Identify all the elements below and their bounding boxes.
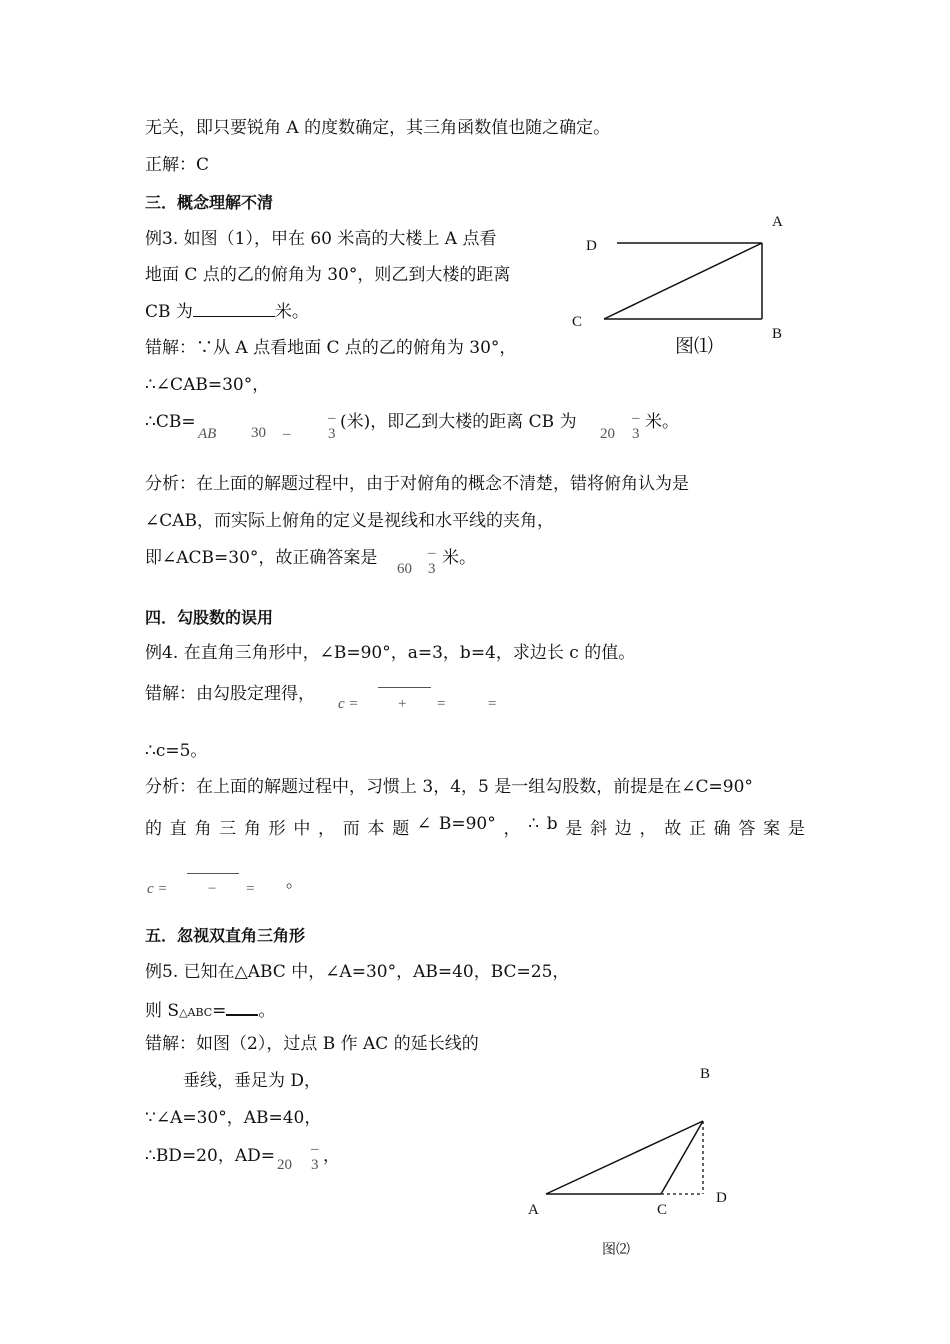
formula-bar: –: [632, 410, 640, 426]
text-span: CB 为: [145, 302, 193, 322]
formula-20: 20: [277, 1157, 292, 1173]
justified-token: 本: [367, 819, 385, 839]
point-label-a: A: [528, 1202, 539, 1218]
formula-eq: =: [246, 881, 255, 897]
section-heading: 五．忽视双直角三角形: [145, 926, 306, 945]
example-text: 例3. 如图（1），甲在 60 米高的大楼上 A 点看: [145, 229, 497, 249]
formula-c: c =: [338, 696, 359, 712]
formula-eq: =: [437, 696, 446, 712]
line-cb: [661, 1121, 703, 1194]
justified-token: 角: [243, 819, 261, 839]
point-label-c: C: [657, 1202, 668, 1218]
justified-token: b: [546, 814, 558, 834]
text-line: 无关，即只要锐角 A 的度数确定，其三角函数值也随之确定。: [145, 118, 611, 138]
wrong-solution-text: 垂线，垂足为 D，: [183, 1071, 322, 1091]
point-label-d: D: [716, 1190, 727, 1206]
wrong-solution-text: 错解：如图（2），过点 B 作 AC 的延长线的: [145, 1034, 479, 1054]
justified-token: ，: [503, 819, 521, 839]
section-heading: 三．概念理解不清: [145, 193, 274, 212]
formula-c: c =: [147, 881, 168, 897]
justified-token: 边: [614, 819, 632, 839]
formula-minus: −: [208, 881, 217, 897]
justified-token: 案: [763, 819, 781, 839]
wrong-solution-text: ∴∠CAB=30°，: [145, 375, 270, 395]
justified-token: ∴: [528, 814, 540, 834]
justified-token: ，: [318, 819, 336, 839]
justified-token: 题: [392, 819, 410, 839]
wrong-solution-text: 错解：由勾股定理得，: [145, 684, 315, 704]
text-span: 则 S: [145, 1001, 180, 1021]
analysis-text: 米。: [442, 548, 476, 568]
formula-bar: –: [311, 1141, 319, 1157]
formula-plus: +: [398, 696, 407, 712]
formula-3: 3: [632, 426, 640, 442]
justified-token: 中: [293, 819, 311, 839]
text-span: 。: [286, 872, 303, 892]
point-label-d: D: [586, 238, 597, 254]
example-text: 地面 C 点的乙的俯角为 30°，则乙到大楼的距离: [145, 265, 511, 285]
analysis-text: 即∠ACB=30°，故正确答案是: [145, 548, 378, 568]
justified-token: 是: [565, 819, 583, 839]
justified-token: 直: [169, 819, 187, 839]
point-label-b: B: [772, 326, 783, 342]
text-span: 。: [258, 1001, 276, 1021]
formula-eq: =: [488, 696, 497, 712]
justified-token: 三: [219, 819, 237, 839]
text-span: =: [212, 1001, 227, 1021]
formula-bar: –: [428, 545, 436, 561]
justified-token: 正: [688, 819, 706, 839]
justified-token: 而: [342, 819, 360, 839]
justified-token: 故: [664, 819, 682, 839]
justified-token: ∠: [416, 814, 432, 834]
text-span: ，: [323, 1146, 340, 1166]
wrong-solution-text: ∴CB=: [145, 412, 196, 432]
formula-ab: AB: [198, 426, 217, 442]
justified-token: 答: [738, 819, 756, 839]
point-label-b: B: [700, 1066, 711, 1082]
figure-caption: 图⑵: [602, 1243, 630, 1258]
text-span: 米。: [274, 302, 309, 322]
justified-token: B=90°: [438, 814, 496, 834]
point-label-a: A: [772, 214, 783, 230]
example-text: 例5. 已知在△ABC 中，∠A=30°，AB=40，BC=25，: [145, 962, 570, 982]
justified-token: 形: [268, 819, 286, 839]
wrong-solution-text: ∴c=5。: [145, 741, 208, 761]
analysis-text: ∠CAB，而实际上俯角的定义是视线和水平线的夹角，: [145, 511, 555, 531]
formula-60: 60: [397, 561, 412, 577]
figure-caption: 图⑴: [675, 336, 714, 357]
section-heading: 四．勾股数的误用: [145, 608, 274, 627]
formula-20: 20: [600, 426, 615, 442]
justified-token: 确: [713, 819, 731, 839]
formula-30: 30: [251, 425, 266, 441]
justified-token: 斜: [590, 819, 608, 839]
formula-3: 3: [311, 1157, 319, 1173]
subscript: △ABC: [179, 1006, 213, 1019]
formula-3: 3: [328, 426, 336, 442]
text-line: 正解：C: [145, 155, 210, 175]
wrong-solution-text: ∵∠A=30°，AB=40，: [145, 1108, 322, 1128]
example-text: 例4. 在直角三角形中，∠B=90°，a=3，b=4，求边长 c 的值。: [145, 643, 636, 663]
wrong-solution-text: 米。: [645, 412, 679, 432]
point-label-c: C: [572, 314, 583, 330]
wrong-solution-text: ∴BD=20，AD=: [145, 1146, 275, 1166]
formula-bar: –: [328, 410, 336, 426]
line-ab: [546, 1121, 703, 1194]
justified-token: 的: [145, 819, 162, 839]
analysis-text: 分析：在上面的解题过程中，由于对俯角的概念不清楚，错将俯角认为是: [145, 474, 689, 494]
justified-token: 角: [194, 819, 212, 839]
wrong-solution-text: 错解：∵从 A 点看地面 C 点的乙的俯角为 30°，: [145, 338, 517, 358]
analysis-text: 分析：在上面的解题过程中，习惯上 3，4，5 是一组勾股数，前提是在∠C=90°: [145, 777, 753, 797]
justified-token: ，: [639, 819, 657, 839]
formula-3: 3: [428, 561, 436, 577]
justified-token: 是: [787, 819, 805, 839]
formula-dash: –: [283, 426, 291, 442]
wrong-solution-text: (米)，即乙到大楼的距离 CB 为: [340, 412, 577, 432]
